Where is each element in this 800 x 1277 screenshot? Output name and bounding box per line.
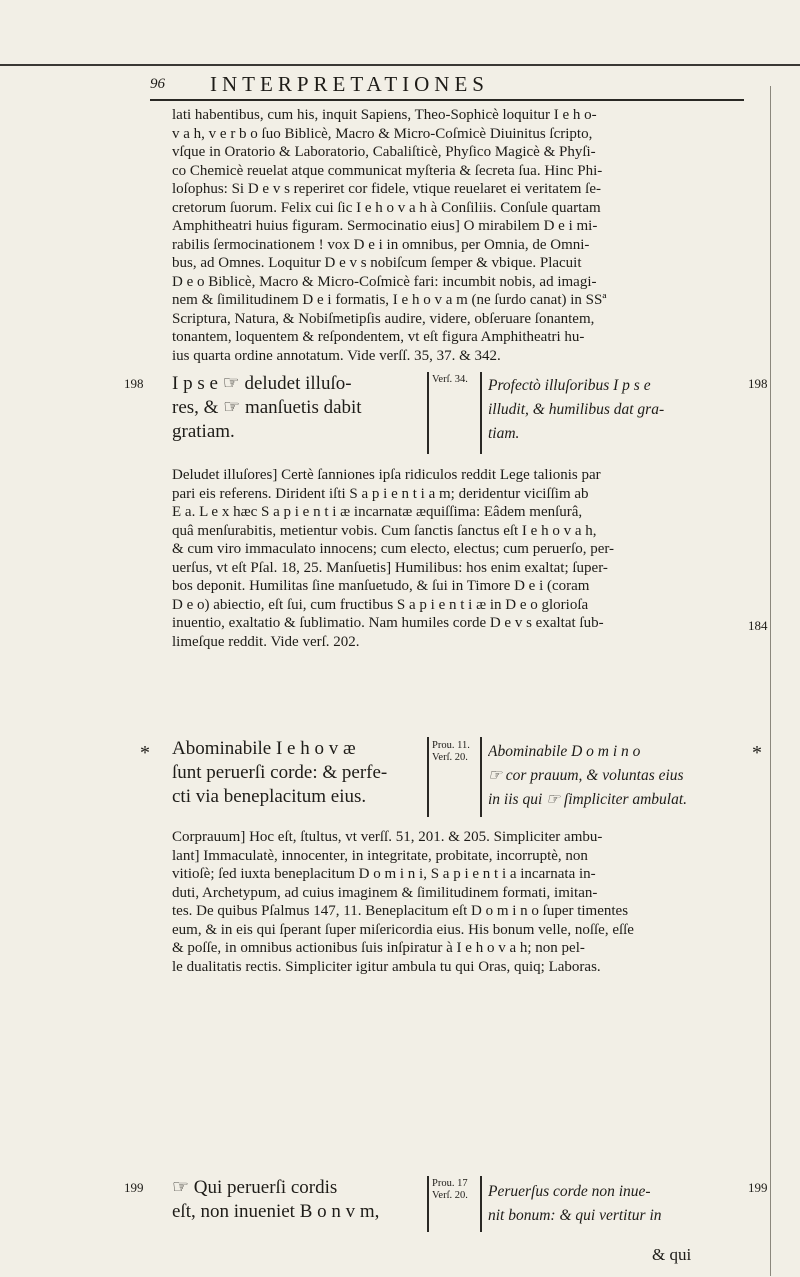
verse-translation-3: [488, 1180, 740, 1228]
commentary-block-3: [172, 828, 740, 976]
text-line: bos deponit. Humilitas ſine manſuetudo, & ſui in Timore D e i (coram: [172, 578, 590, 594]
verse-line: Profectò illuſoribus I p s e: [488, 377, 651, 394]
text-line: Amphitheatri huius figuram. Sermocinatio eius] O mirabilem D e i mi-: [172, 218, 598, 234]
text-line: lati habentibus, cum his, inquit Sapiens, Theo-Sophicè loquitur I e h o-: [172, 107, 597, 123]
margin-verse-number-left: 199: [124, 1180, 144, 1195]
text-line: le dualitatis rectis. Simpliciter igitur ambula tu qui Oras, quiq; Laboras.: [172, 958, 601, 975]
verse-line: res, & ☞ manſuetis dabit: [172, 397, 362, 418]
verse-divider: [427, 1176, 429, 1232]
text-line: lant] Immaculatè, innocenter, in integritate, probitate, incorruptè, non: [172, 847, 588, 864]
verse-line: tiam.: [488, 425, 520, 442]
verse-line: illudit, & humilibus dat gra-: [488, 401, 665, 418]
page-header: [150, 72, 740, 98]
verse-line: eſt, non inueniet B o n v m,: [172, 1201, 380, 1222]
text-line: Scriptura, Natura, & Nobiſmetipſis audire, videre, obſeruare ſonantem,: [172, 310, 595, 327]
verse-line: in iis qui ☞ ſimpliciter ambulat.: [488, 791, 688, 808]
text-line: & poſſe, in omnibus actionibus ſuis inſpiratur à I e h o v a h; non pel-: [172, 940, 585, 956]
verse-latin-1: [172, 372, 424, 444]
text-line: E a. L e x hæc S a p i e n t i æ incarnatæ æquiſſima: Eâdem menſurâ,: [172, 504, 583, 520]
text-line: ius quarta ordine annotatum. Vide verſſ. 35, 37. & 342.: [172, 347, 501, 364]
text-line: bus, ad Omnes. Loquitur D e v s nobiſcum ſemper & vbique. Placuit: [172, 255, 582, 271]
text-line: loſophus: Si D e v s reperiret cor fidele, vtique reuelaret ei veritatem ſe-: [172, 181, 602, 197]
verse-line: Abominabile D o m i n o: [488, 743, 641, 760]
header-rule: [150, 99, 744, 101]
margin-cross-reference: 184: [748, 618, 768, 633]
reference-line: Verſ. 34.: [432, 374, 468, 385]
verse-line: Peruerſus corde non inue-: [488, 1183, 651, 1200]
text-line: quâ menſurabitis, metientur vobis. Cum ſanctis ſanctus eſt I e h o v a h,: [172, 522, 597, 539]
text-line: nem & ſimilitudinem D e i formatis, I e h o v a m (ne ſurdo canat) in SSª: [172, 292, 607, 308]
text-line: Deludet illuſores] Certè ſanniones ipſa ridiculos reddit Lege talionis par: [172, 467, 601, 483]
margin-verse-number-right: 199: [748, 1180, 768, 1195]
reference-line: Verſ. 20.: [432, 1190, 468, 1201]
text-line: rabilis ſermocinationem ! vox D e i in omnibus, per Omnia, de Omni-: [172, 236, 590, 253]
page-number: 96: [150, 76, 165, 92]
verse-line: ☞ Qui peruerſi cordis: [172, 1177, 338, 1198]
text-line: pari eis referens. Dirident iſti S a p i e n t i a m; deridentur viciſſim ab: [172, 485, 589, 502]
text-line: co Chemicè reuelat atque communicat myſteria & ſecreta ſua. Hinc Phi-: [172, 162, 603, 179]
verse-translation-2: [488, 740, 740, 812]
verse-line: cti via beneplacitum eius.: [172, 786, 367, 807]
verse-line: gratiam.: [172, 421, 235, 442]
text-line: limeſque reddit. Vide verſ. 202.: [172, 633, 360, 650]
verse-line: ſunt peruerſi corde: & perfe-: [172, 762, 388, 783]
reference-line: Verſ. 20.: [432, 752, 468, 763]
verse-reference-2: [432, 740, 470, 764]
text-line: tonantem, loquentem & reſpondentem, vt eſt figura Amphitheatri hu-: [172, 329, 585, 345]
verse-translation-1: [488, 374, 738, 446]
reference-line: Prou. 11.: [432, 740, 470, 751]
text-line: & cum viro immaculato innocens; cum electo, electus; cum peruerſo, per-: [172, 541, 615, 557]
margin-asterisk-right: *: [752, 742, 762, 764]
commentary-block-1: [172, 106, 740, 365]
text-line: Corprauum] Hoc eſt, ſtultus, vt verſſ. 51, 201. & 205. Simpliciter ambu-: [172, 829, 603, 845]
text-line: D e o Biblicè, Macro & Micro-Coſmicè fari: incumbit nobis, ad imagi-: [172, 273, 597, 290]
margin-verse-number-right: 198: [748, 376, 768, 391]
verse-latin-3: [172, 1176, 424, 1224]
text-line: tes. De quibus Pſalmus 147, 11. Beneplacitum eſt D o m i n o ſuper timentes: [172, 903, 629, 919]
verse-latin-2: [172, 737, 424, 809]
verse-divider: [427, 737, 429, 817]
verse-reference-1: [432, 374, 468, 386]
text-line: uerſus, vt eſt Pſal. 18, 25. Manſuetis] Humilibus: hos enim exaltat; ſuper-: [172, 559, 608, 576]
verse-line: Abominabile I e h o v æ: [172, 738, 356, 759]
text-line: eum, & in eis qui ſperant ſuper miſericordia eius. His bonum velle, noſſe, eſſe: [172, 921, 634, 938]
catchword: & qui: [652, 1245, 692, 1264]
text-line: D e o) abiectio, eſt ſui, cum fructibus S a p i e n t i æ in D e o glorioſa: [172, 596, 589, 613]
top-frame-rule: [0, 64, 800, 66]
verse-line: nit bonum: & qui vertitur in: [488, 1207, 662, 1224]
verse-divider: [480, 737, 482, 817]
reference-line: Prou. 17: [432, 1178, 468, 1189]
verse-divider: [480, 1176, 482, 1232]
running-title: INTERPRETATIONES: [210, 72, 489, 96]
text-line: vitioſè; ſed iuxta beneplacitum D o m i n i, S a p i e n t i a incarnata in-: [172, 866, 596, 882]
margin-verse-number-left: 198: [124, 376, 144, 391]
verse-divider: [427, 372, 429, 454]
text-line: inuentio, exaltatio & ſublimatio. Nam humiles corde D e v s exaltat ſub-: [172, 615, 604, 631]
right-edge-rule: [770, 86, 771, 1276]
verse-divider: [480, 372, 482, 454]
verse-line: ☞ cor prauum, & voluntas eius: [488, 767, 684, 784]
margin-asterisk-left: *: [140, 742, 150, 764]
commentary-block-2: [172, 466, 740, 651]
text-line: vſque in Oratorio & Laboratorio, Cabaliſticè, Phyſico Magicè & Phyſi-: [172, 144, 596, 160]
text-line: cretorum ſuorum. Felix cui ſic I e h o v a h à Conſiliis. Conſule quartam: [172, 199, 601, 216]
text-line: duti, Archetypum, ad cuius imaginem & ſimilitudinem formati, imitan-: [172, 884, 598, 901]
verse-reference-3: [432, 1178, 468, 1202]
verse-line: I p s e ☞ deludet illuſo-: [172, 373, 352, 394]
text-line: v a h, v e r b o ſuo Biblicè, Macro & Micro-Coſmicè Diuinitus ſcripto,: [172, 125, 593, 142]
